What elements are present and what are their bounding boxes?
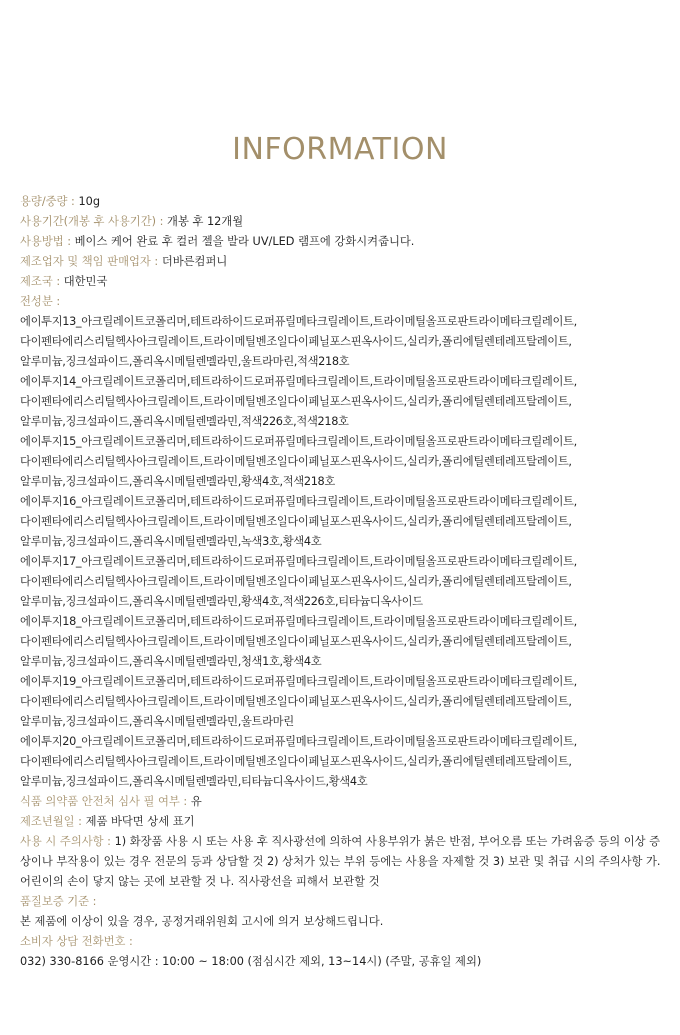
product-info bbox=[20, 192, 665, 972]
warranty-label-row bbox=[20, 892, 665, 912]
usage-value: 베이스 케어 완료 후 컬러 젤을 발라 UV/LED 램프에 강화시켜줍니다. bbox=[74, 235, 415, 248]
ingredient-line: 다이펜타에리스리틸헥사아크릴레이트,트라이메틸벤조일다이페닐포스핀옥사이드,실리카,폴리에틸렌테레프탈레이트, bbox=[20, 635, 572, 648]
ingredient-line: 에이투지18_아크릴레이트코폴리머,테트라하이드로퍼퓨릴메타크릴레이트,트라이메틸올프로판트라이메타크릴레이트, bbox=[20, 615, 577, 628]
warranty-value: 본 제품에 이상이 있을 경우, 공정거래위원회 고시에 의거 보상해드립니다. bbox=[20, 915, 384, 928]
ingredient-line: 알루미늄,징크설파이드,폴리옥시메틸렌멜라민,티타늄디옥사이드,황색4호 bbox=[20, 775, 368, 788]
ingredient-line: 다이펜타에리스리틸헥사아크릴레이트,트라이메틸벤조일다이페닐포스핀옥사이드,실리카,폴리에틸렌테레프탈레이트, bbox=[20, 695, 572, 708]
usage-label: 사용방법 : bbox=[20, 235, 75, 248]
capacity-row bbox=[20, 192, 665, 212]
food-drug-label: 식품 의약품 안전처 심사 필 여부 : bbox=[20, 795, 191, 808]
ingredient-line: 에이투지20_아크릴레이트코폴리머,테트라하이드로퍼퓨릴메타크릴레이트,트라이메틸올프로판트라이메타크릴레이트, bbox=[20, 735, 577, 748]
warranty-value-row bbox=[20, 912, 665, 932]
ingredient-line: 에이투지16_아크릴레이트코폴리머,테트라하이드로퍼퓨릴메타크릴레이트,트라이메틸올프로판트라이메타크릴레이트, bbox=[20, 495, 577, 508]
food-drug-row bbox=[20, 792, 665, 812]
mfg-date-value: 제품 바닥면 상세 표기 bbox=[85, 815, 195, 828]
contact-value-row bbox=[20, 952, 665, 972]
usage-row bbox=[20, 232, 665, 252]
period-value: 개봉 후 12개월 bbox=[167, 215, 244, 228]
warranty-label: 품질보증 기준 : bbox=[20, 895, 97, 908]
ingredient-line: 에이투지17_아크릴레이트코폴리머,테트라하이드로퍼퓨릴메타크릴레이트,트라이메틸올프로판트라이메타크릴레이트, bbox=[20, 555, 577, 568]
ingredient-line: 알루미늄,징크설파이드,폴리옥시메틸렌멜라민,황색4호,적색226호,티타늄디옥사이드 bbox=[20, 595, 423, 608]
capacity-value: 10g bbox=[78, 195, 100, 208]
caution-value: 1) 화장품 사용 시 또는 사용 후 직사광선에 의하여 사용부위가 붉은 반점, 부어오름 또는 가려움증 등의 이상 증상이나 부작용이 있는 경우 전문의 등과 상담할 것 2) 상처가 있는 부위 등에는 사용을 자제할 것 3) 보관 및 취급 시의 주의사항 가. 어린이의 손이 닿지 않는 곳에 보관할 것 나. 직사광선을 피해서 보관할 것 bbox=[20, 835, 661, 888]
ingredients-label: 전성분 : bbox=[20, 295, 61, 308]
ingredient-line: 알루미늄,징크설파이드,폴리옥시메틸렌멜라민,녹색3호,황색4호 bbox=[20, 535, 322, 548]
ingredient-line: 다이펜타에리스리틸헥사아크릴레이트,트라이메틸벤조일다이페닐포스핀옥사이드,실리카,폴리에틸렌테레프탈레이트, bbox=[20, 395, 572, 408]
maker-row bbox=[20, 252, 665, 272]
country-row bbox=[20, 272, 665, 292]
contact-value: 032) 330-8166 운영시간 : 10:00 ~ 18:00 (점심시간 제외, 13~14시) (주말, 공휴일 제외) bbox=[20, 955, 482, 968]
mfg-date-label: 제조년월일 : bbox=[20, 815, 86, 828]
period-label: 사용기간(개봉 후 사용기간) : bbox=[20, 215, 168, 228]
food-drug-value: 유 bbox=[190, 795, 202, 808]
ingredient-line: 다이펜타에리스리틸헥사아크릴레이트,트라이메틸벤조일다이페닐포스핀옥사이드,실리카,폴리에틸렌테레프탈레이트, bbox=[20, 755, 572, 768]
ingredient-line: 다이펜타에리스리틸헥사아크릴레이트,트라이메틸벤조일다이페닐포스핀옥사이드,실리카,폴리에틸렌테레프탈레이트, bbox=[20, 335, 572, 348]
maker-label: 제조업자 및 책임 판매업자 : bbox=[20, 255, 162, 268]
ingredients-label-row bbox=[20, 292, 665, 312]
ingredient-line: 에이투지13_아크릴레이트코폴리머,테트라하이드로퍼퓨릴메타크릴레이트,트라이메틸올프로판트라이메타크릴레이트, bbox=[20, 315, 577, 328]
ingredient-line: 에이투지14_아크릴레이트코폴리머,테트라하이드로퍼퓨릴메타크릴레이트,트라이메틸올프로판트라이메타크릴레이트, bbox=[20, 375, 577, 388]
country-value: 대한민국 bbox=[63, 275, 108, 288]
ingredient-line: 알루미늄,징크설파이드,폴리옥시메틸렌멜라민,울트라마린,적색218호 bbox=[20, 355, 350, 368]
contact-label: 소비자 상담 전화번호 : bbox=[20, 935, 133, 948]
ingredient-line: 다이펜타에리스리틸헥사아크릴레이트,트라이메틸벤조일다이페닐포스핀옥사이드,실리카,폴리에틸렌테레프탈레이트, bbox=[20, 455, 572, 468]
caution-label: 사용 시 주의사항 : bbox=[20, 835, 115, 848]
ingredient-line: 에이투지19_아크릴레이트코폴리머,테트라하이드로퍼퓨릴메타크릴레이트,트라이메틸올프로판트라이메타크릴레이트, bbox=[20, 675, 577, 688]
ingredient-line: 알루미늄,징크설파이드,폴리옥시메틸렌멜라민,황색4호,적색218호 bbox=[20, 475, 335, 488]
capacity-label: 용량/중량 : bbox=[20, 195, 79, 208]
caution-paragraph bbox=[20, 832, 665, 892]
ingredient-line: 다이펜타에리스리틸헥사아크릴레이트,트라이메틸벤조일다이페닐포스핀옥사이드,실리카,폴리에틸렌테레프탈레이트, bbox=[20, 515, 572, 528]
period-row bbox=[20, 212, 665, 232]
mfg-date-row bbox=[20, 812, 665, 832]
ingredient-line: 알루미늄,징크설파이드,폴리옥시메틸렌멜라민,청색1호,황색4호 bbox=[20, 655, 322, 668]
ingredient-line: 에이투지15_아크릴레이트코폴리머,테트라하이드로퍼퓨릴메타크릴레이트,트라이메틸올프로판트라이메타크릴레이트, bbox=[20, 435, 577, 448]
contact-label-row bbox=[20, 932, 665, 952]
ingredient-line: 다이펜타에리스리틸헥사아크릴레이트,트라이메틸벤조일다이페닐포스핀옥사이드,실리카,폴리에틸렌테레프탈레이트, bbox=[20, 575, 572, 588]
maker-value: 더바른컴퍼니 bbox=[161, 255, 228, 268]
section-title: INFORMATION bbox=[232, 132, 448, 167]
country-label: 제조국 : bbox=[20, 275, 64, 288]
ingredient-line: 알루미늄,징크설파이드,폴리옥시메틸렌멜라민,울트라마린 bbox=[20, 715, 294, 728]
ingredient-line: 알루미늄,징크설파이드,폴리옥시메틸렌멜라민,적색226호,적색218호 bbox=[20, 415, 349, 428]
